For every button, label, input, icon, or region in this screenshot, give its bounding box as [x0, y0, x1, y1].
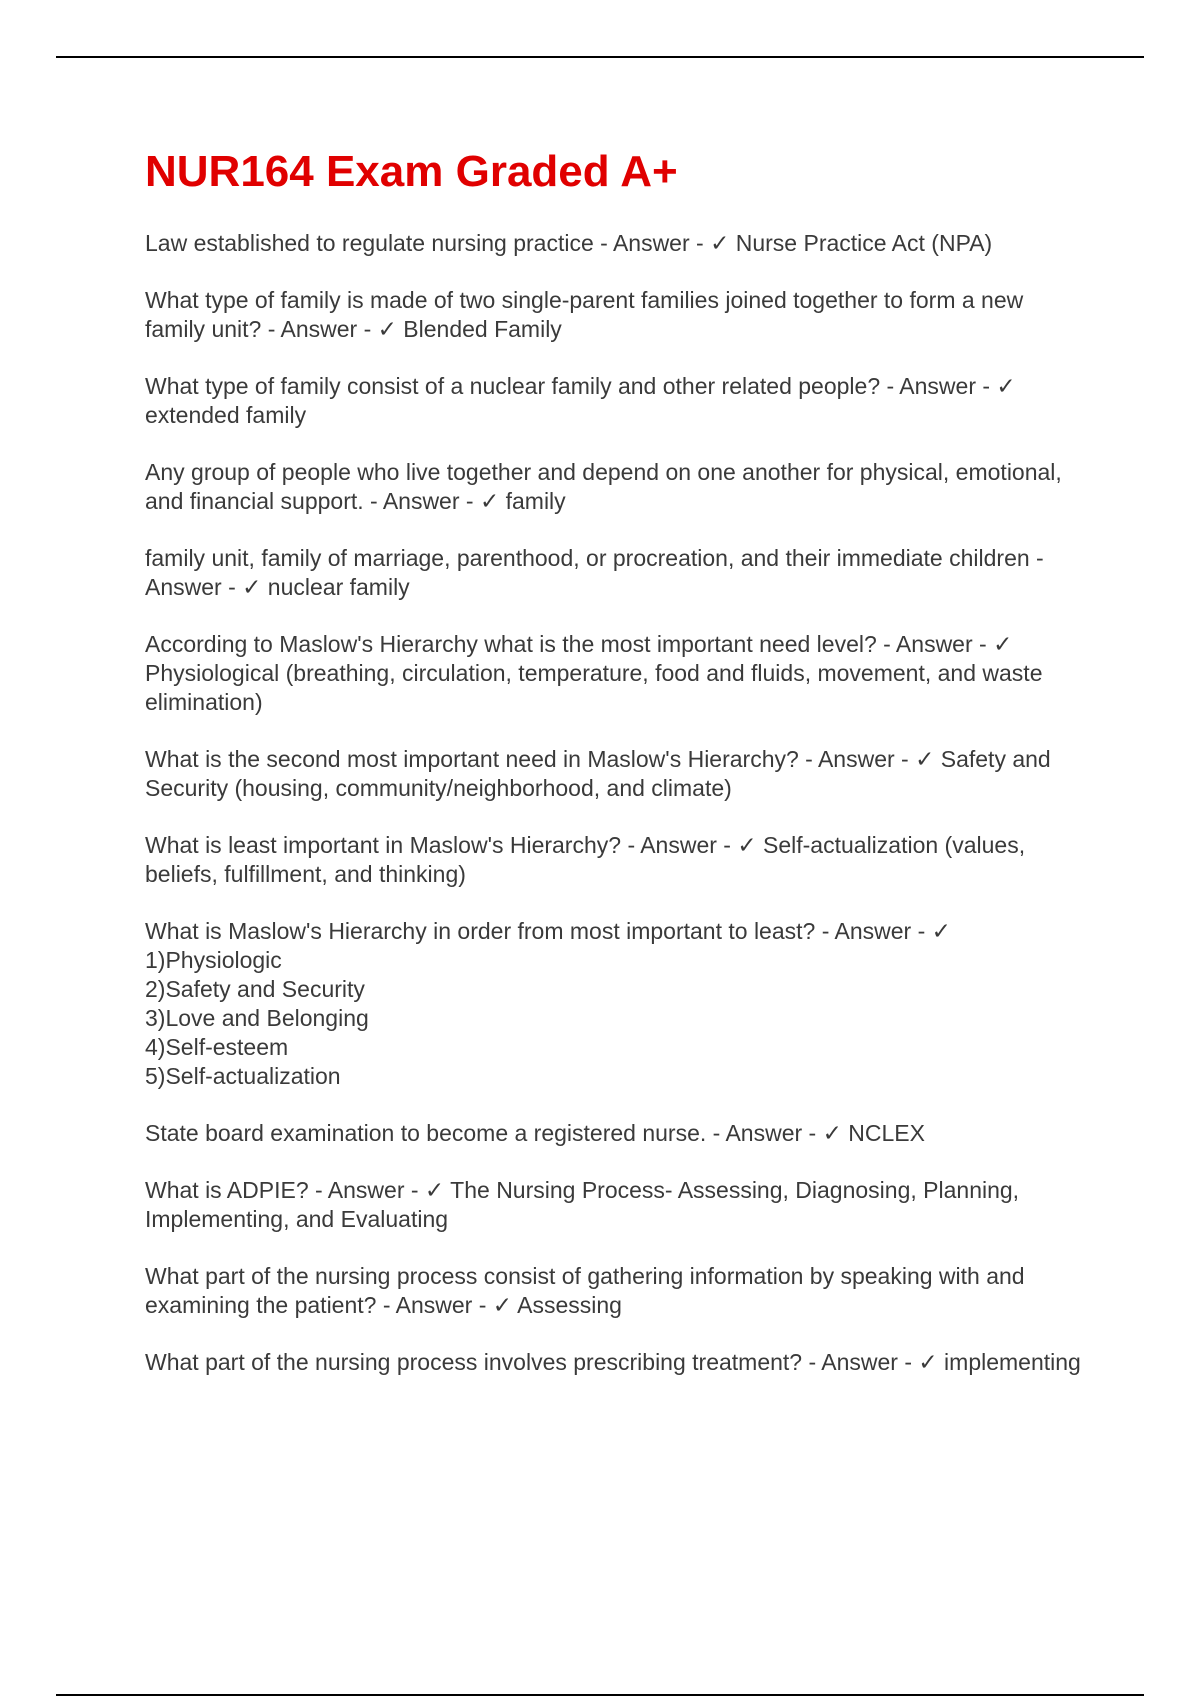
header-rule [56, 56, 1144, 58]
qa-item-maslow-list: What is Maslow's Hierarchy in order from most important to least? - Answer - ✓ 1)Physiologic 2)Safety and Security 3)Love and Belonging 4)Self-esteem 5)Self-actualization [145, 918, 951, 1089]
qa-item: What is least important in Maslow's Hierarchy? - Answer - ✓ Self-actualization (values, beliefs, fulfillment, and thinking) [145, 832, 1026, 887]
qa-item: According to Maslow's Hierarchy what is the most important need level? - Answer - ✓ Physiological (breathing, circulation, temperature, food and fluids, movement, and waste elimination) [145, 631, 1043, 715]
qa-item: What type of family consist of a nuclear family and other related people? - Answer - ✓ extended family [145, 373, 1016, 428]
qa-item: What part of the nursing process consist of gathering information by speaking with and examining the patient? - Answer - ✓ Assessing [145, 1263, 1025, 1318]
qa-item: Any group of people who live together and depend on one another for physical, emotional, and financial support. - Answer - ✓ family [145, 459, 1062, 514]
qa-item: family unit, family of marriage, parenthood, or procreation, and their immediate children - Answer - ✓ nuclear family [145, 545, 1044, 600]
footer-rule [56, 1694, 1144, 1696]
qa-item: What is the second most important need in Maslow's Hierarchy? - Answer - ✓ Safety and Security (housing, community/neighborhood, and climate) [145, 746, 1051, 801]
qa-item: State board examination to become a registered nurse. - Answer - ✓ NCLEX [145, 1120, 925, 1146]
qa-item: What is ADPIE? - Answer - ✓ The Nursing Process- Assessing, Diagnosing, Planning, Implementing, and Evaluating [145, 1177, 1020, 1232]
document-page [145, 145, 1085, 1405]
qa-item: What part of the nursing process involves prescribing treatment? - Answer - ✓ implementing [145, 1349, 1081, 1375]
document-title: NUR164 Exam Graded A+ [145, 147, 678, 196]
qa-item: Law established to regulate nursing practice - Answer - ✓ Nurse Practice Act (NPA) [145, 230, 993, 256]
qa-item: What type of family is made of two single-parent families joined together to form a new family unit? - Answer - ✓ Blended Family [145, 287, 1024, 342]
